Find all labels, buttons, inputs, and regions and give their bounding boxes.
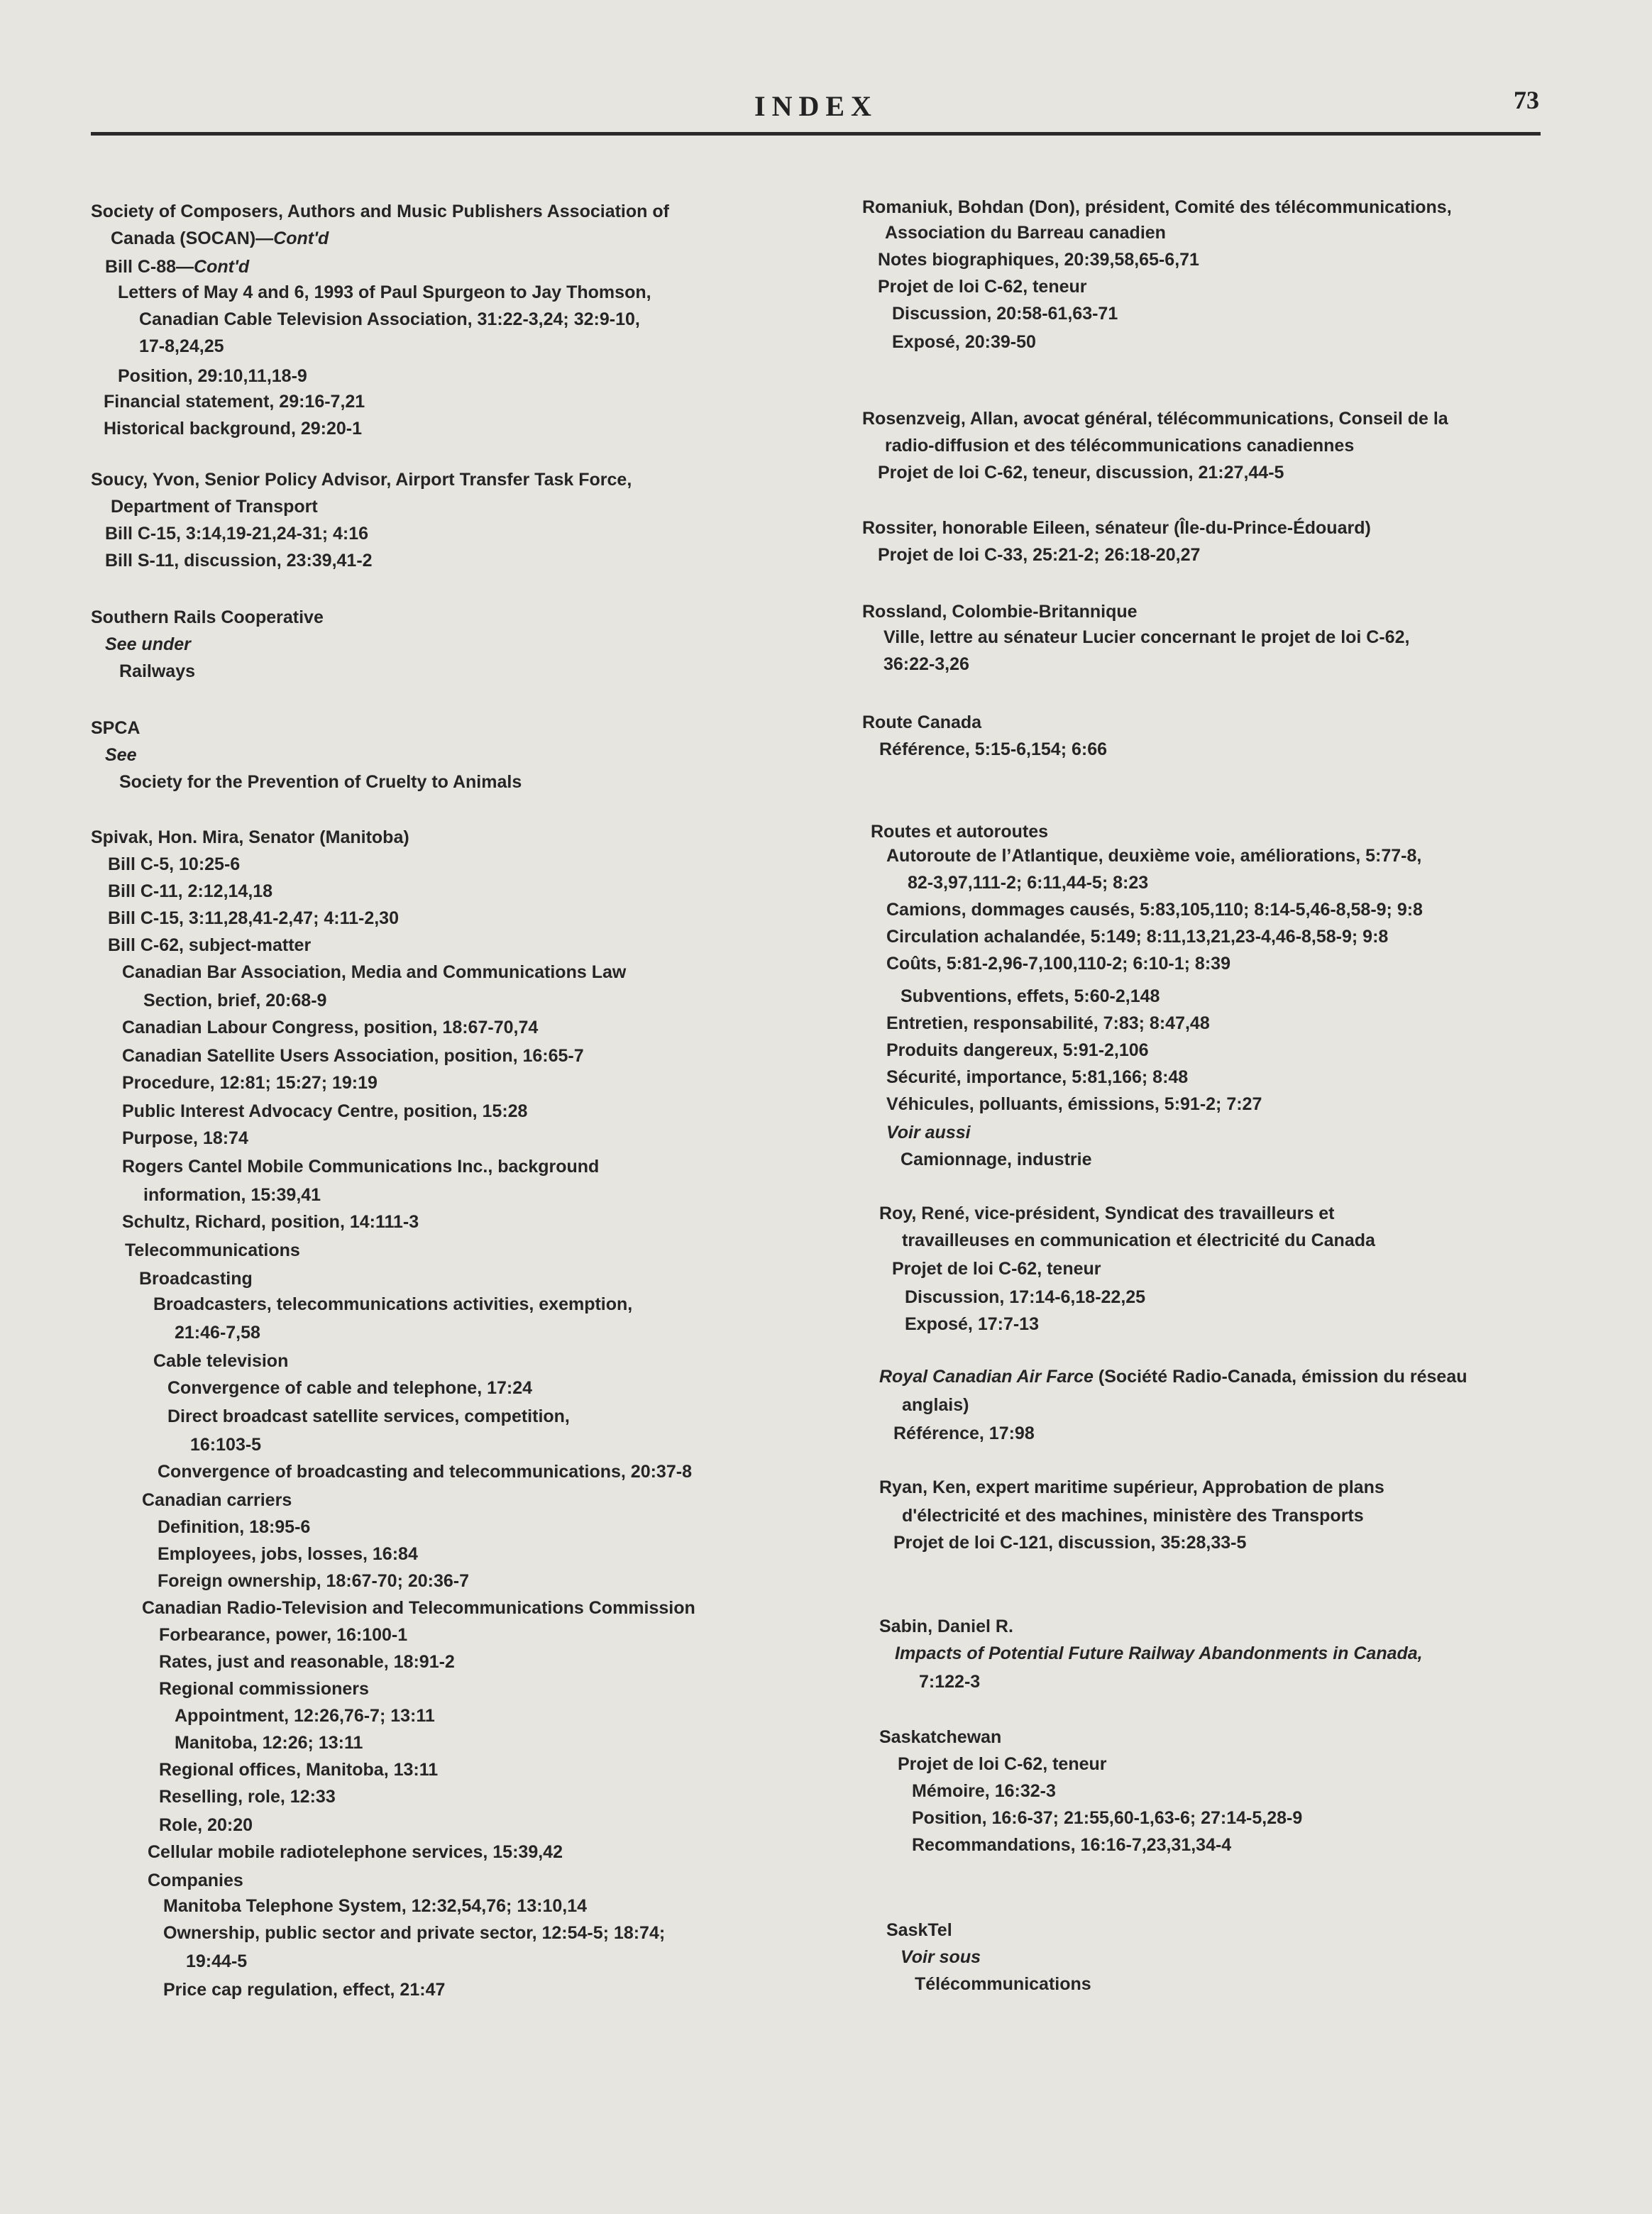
index-entry-line: Schultz, Richard, position, 14:111-3: [122, 1212, 419, 1232]
index-entry-line: Télécommunications: [915, 1974, 1091, 1994]
index-entry-line: Entretien, responsabilité, 7:83; 8:47,48: [886, 1013, 1210, 1033]
index-entry-line: Projet de loi C-33, 25:21-2; 26:18-20,27: [878, 545, 1201, 565]
index-entry-line: Projet de loi C-121, discussion, 35:28,33-5: [893, 1533, 1247, 1553]
index-entry-line: Ryan, Ken, expert maritime supérieur, Approbation de plans: [879, 1477, 1384, 1497]
index-entry-line: Canadian Cable Television Association, 31:22-3,24; 32:9-10,: [139, 309, 640, 329]
index-entry-line: Convergence of cable and telephone, 17:24: [167, 1378, 533, 1398]
index-entry-line: Ownership, public sector and private sector, 12:54-5; 18:74;: [163, 1923, 666, 1943]
index-entry-line: Appointment, 12:26,76-7; 13:11: [175, 1706, 435, 1726]
index-entry-line: Discussion, 20:58-61,63-71: [892, 304, 1118, 324]
index-entry-line: Voir sous: [901, 1947, 981, 1967]
index-entry-line: Autoroute de l’Atlantique, deuxième voie, améliorations, 5:77-8,: [886, 846, 1422, 866]
index-entry-line: Procedure, 12:81; 15:27; 19:19: [122, 1073, 378, 1093]
index-entry-line: Coûts, 5:81-2,96-7,100,110-2; 6:10-1; 8:39: [886, 954, 1230, 974]
index-entry-line: Cable television: [153, 1351, 289, 1371]
index-entry-line: Employees, jobs, losses, 16:84: [158, 1544, 418, 1564]
index-entry-line: Bill C-88—Cont'd: [105, 257, 250, 277]
index-entry-line: Bill C-15, 3:14,19-21,24-31; 4:16: [105, 524, 369, 544]
index-entry-line: Reselling, role, 12:33: [159, 1787, 336, 1807]
index-entry-line: Convergence of broadcasting and telecommunications, 20:37-8: [158, 1462, 692, 1482]
index-entry-line: Romaniuk, Bohdan (Don), président, Comité des télécommunications,: [862, 197, 1452, 217]
index-entry-line: Foreign ownership, 18:67-70; 20:36-7: [158, 1571, 470, 1591]
index-entry-line: Society for the Prevention of Cruelty to Animals: [119, 772, 522, 792]
index-entry-line: Canadian Satellite Users Association, position, 16:65-7: [122, 1046, 584, 1066]
index-entry-line: Canadian Bar Association, Media and Communications Law: [122, 962, 627, 982]
index-entry-line: Cellular mobile radiotelephone services, 15:39,42: [148, 1842, 563, 1862]
index-entry-line: Projet de loi C-62, teneur: [892, 1259, 1101, 1279]
index-entry-line: travailleuses en communication et électricité du Canada: [902, 1230, 1375, 1250]
index-entry-line: See: [105, 745, 137, 765]
index-entry-line: 19:44-5: [186, 1951, 248, 1971]
index-entry-line: Référence, 5:15-6,154; 6:66: [879, 739, 1108, 759]
index-entry-line: Broadcasters, telecommunications activities, exemption,: [153, 1294, 633, 1314]
index-entry-line: Bill S-11, discussion, 23:39,41-2: [105, 551, 373, 571]
index-entry-line: Canadian Labour Congress, position, 18:67-70,74: [122, 1018, 539, 1037]
index-entry-line: Public Interest Advocacy Centre, position, 15:28: [122, 1101, 528, 1121]
index-entry-line: Notes biographiques, 20:39,58,65-6,71: [878, 250, 1199, 270]
index-entry-line: Position, 16:6-37; 21:55,60-1,63-6; 27:14-5,28-9: [912, 1808, 1303, 1828]
index-entry-line: Impacts of Potential Future Railway Abandonments in Canada,: [895, 1643, 1423, 1663]
index-entry-line: Bill C-5, 10:25-6: [108, 854, 241, 874]
index-entry-line: Canadian Radio-Television and Telecommunications Commission: [142, 1598, 695, 1618]
index-entry-line: Rossland, Colombie-Britannique: [862, 602, 1138, 622]
index-entry-line: Route Canada: [862, 712, 982, 732]
index-entry-line: Véhicules, polluants, émissions, 5:91-2; 7:27: [886, 1094, 1262, 1114]
index-entry-line: Sabin, Daniel R.: [879, 1617, 1013, 1636]
index-entry-line: Voir aussi: [886, 1123, 971, 1142]
index-entry-line: Definition, 18:95-6: [158, 1517, 311, 1537]
index-entry-line: SaskTel: [886, 1920, 952, 1940]
index-entry-line: Projet de loi C-62, teneur, discussion, 21:27,44-5: [878, 463, 1284, 483]
index-entry-line: Rogers Cantel Mobile Communications Inc., background: [122, 1157, 600, 1177]
index-entry-line: Ville, lettre au sénateur Lucier concernant le projet de loi C-62,: [883, 627, 1410, 647]
index-entry-line: Price cap regulation, effect, 21:47: [163, 1980, 446, 2000]
index-entry-line: Référence, 17:98: [893, 1423, 1035, 1443]
index-entry-line: anglais): [902, 1395, 969, 1415]
index-entry-line: Broadcasting: [139, 1269, 253, 1289]
index-entry-line: Letters of May 4 and 6, 1993 of Paul Spurgeon to Jay Thomson,: [118, 282, 651, 302]
index-entry-line: information, 15:39,41: [143, 1185, 321, 1205]
index-entry-line: Society of Composers, Authors and Music Publishers Association of: [91, 202, 669, 221]
page-title: INDEX: [754, 90, 878, 122]
index-entry-line: Roy, René, vice-président, Syndicat des travailleurs et: [879, 1204, 1335, 1223]
index-entry-line: Historical background, 29:20-1: [104, 419, 363, 439]
index-entry-line: SPCA: [91, 718, 141, 738]
index-entry-line: Rossiter, honorable Eileen, sénateur (Île-du-Prince-Édouard): [862, 518, 1371, 538]
index-entry-line: Railways: [119, 661, 196, 681]
index-entry-line: Manitoba Telephone System, 12:32,54,76; 13:10,14: [163, 1896, 588, 1916]
page-number: 73: [1514, 86, 1539, 114]
index-entry-line: Purpose, 18:74: [122, 1128, 248, 1148]
index-entry-line: Companies: [148, 1871, 243, 1890]
index-entry-line: Saskatchewan: [879, 1727, 1002, 1747]
index-entry-line: Association du Barreau canadien: [885, 223, 1166, 243]
header-rule: [91, 132, 1541, 136]
index-entry-line: Direct broadcast satellite services, competition,: [167, 1406, 570, 1426]
index-entry-line: Mémoire, 16:32-3: [912, 1781, 1056, 1801]
index-entry-line: Projet de loi C-62, teneur: [898, 1754, 1107, 1774]
index-entry-line: Section, brief, 20:68-9: [143, 991, 327, 1010]
index-entry-line: Rosenzveig, Allan, avocat général, télécommunications, Conseil de la: [862, 409, 1448, 429]
index-entry-line: Produits dangereux, 5:91-2,106: [886, 1040, 1149, 1060]
index-entry-line: Soucy, Yvon, Senior Policy Advisor, Airport Transfer Task Force,: [91, 470, 632, 490]
index-entry-line: 21:46-7,58: [175, 1323, 260, 1343]
index-entry-line: Position, 29:10,11,18-9: [118, 366, 307, 386]
index-entry-line: 82-3,97,111-2; 6:11,44-5; 8:23: [908, 873, 1149, 893]
index-entry-line: Royal Canadian Air Farce (Société Radio-Canada, émission du réseau: [879, 1367, 1467, 1387]
index-entry-line: Department of Transport: [111, 497, 318, 517]
index-entry-line: Spivak, Hon. Mira, Senator (Manitoba): [91, 827, 409, 847]
index-entry-line: Regional offices, Manitoba, 13:11: [159, 1760, 439, 1780]
index-entry-line: Sécurité, importance, 5:81,166; 8:48: [886, 1067, 1189, 1087]
index-entry-line: Canada (SOCAN)—Cont'd: [111, 228, 329, 248]
index-entry-line: Circulation achalandée, 5:149; 8:11,13,21,23-4,46-8,58-9; 9:8: [886, 927, 1389, 947]
index-entry-line: Recommandations, 16:16-7,23,31,34-4: [912, 1835, 1232, 1855]
index-entry-line: 17-8,24,25: [139, 336, 224, 356]
index-entry-line: Regional commissioners: [159, 1679, 369, 1699]
index-entry-line: 16:103-5: [190, 1435, 262, 1455]
index-entry-line: Financial statement, 29:16-7,21: [104, 392, 365, 412]
index-entry-line: radio-diffusion et des télécommunications canadiennes: [885, 436, 1355, 456]
index-entry-line: Camionnage, industrie: [901, 1150, 1092, 1169]
index-entry-line: Camions, dommages causés, 5:83,105,110; 8:14-5,46-8,58-9; 9:8: [886, 900, 1423, 920]
index-entry-line: Routes et autoroutes: [871, 822, 1049, 842]
index-entry-line: Rates, just and reasonable, 18:91-2: [159, 1652, 455, 1672]
index-entry-line: Exposé, 17:7-13: [905, 1314, 1039, 1334]
index-entry-line: Bill C-62, subject-matter: [108, 935, 312, 955]
index-entry-line: Role, 20:20: [159, 1815, 253, 1835]
index-entry-line: Bill C-15, 3:11,28,41-2,47; 4:11-2,30: [108, 908, 399, 928]
index-entry-line: Bill C-11, 2:12,14,18: [108, 881, 273, 901]
index-entry-line: Subventions, effets, 5:60-2,148: [901, 986, 1160, 1006]
index-entry-line: Projet de loi C-62, teneur: [878, 277, 1087, 297]
index-entry-line: See under: [105, 634, 191, 654]
index-entry-line: Forbearance, power, 16:100-1: [159, 1625, 408, 1645]
index-entry-line: Telecommunications: [125, 1240, 300, 1260]
index-entry-line: Manitoba, 12:26; 13:11: [175, 1733, 363, 1753]
index-entry-line: 36:22-3,26: [883, 654, 969, 674]
index-entry-line: Canadian carriers: [142, 1490, 292, 1510]
index-entry-line: 7:122-3: [919, 1672, 981, 1692]
index-entry-line: Southern Rails Cooperative: [91, 607, 324, 627]
index-entry-line: Discussion, 17:14-6,18-22,25: [905, 1287, 1146, 1307]
index-entry-line: d'électricité et des machines, ministère des Transports: [902, 1506, 1364, 1526]
index-entry-line: Exposé, 20:39-50: [892, 332, 1036, 352]
